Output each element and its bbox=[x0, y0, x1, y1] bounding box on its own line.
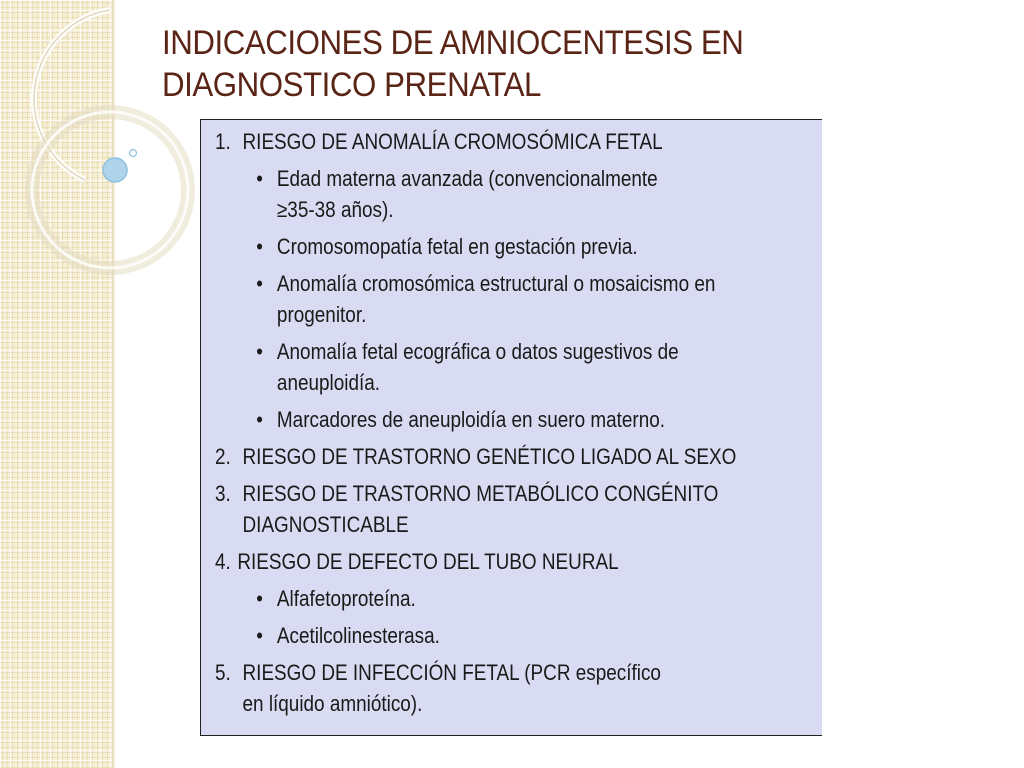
indications-box bbox=[200, 119, 822, 736]
band-edge bbox=[112, 0, 116, 768]
item-number: 2. bbox=[215, 444, 231, 469]
item-heading: RIESGO DE ANOMALÍA CROMOSÓMICA FETAL bbox=[242, 129, 663, 154]
bullet-text: Marcadores de aneuploidía en suero materno. bbox=[276, 407, 666, 432]
list-item bbox=[256, 336, 800, 398]
bullet-icon: • bbox=[256, 586, 263, 611]
bullet-text-cont: ≥35-38 años). bbox=[276, 197, 394, 222]
list-item bbox=[256, 620, 800, 651]
bullet-text: Anomalía fetal ecográfica o datos sugestivos de bbox=[276, 339, 679, 364]
item-heading: RIESGO DE TRASTORNO METABÓLICO CONGÉNITO bbox=[242, 481, 719, 506]
bullet-icon: • bbox=[256, 166, 263, 191]
decorative-left-band bbox=[0, 0, 112, 768]
bullet-text: Cromosomopatía fetal en gestación previa. bbox=[276, 234, 638, 259]
bullet-text-cont: aneuploidía. bbox=[276, 370, 381, 395]
indication-item bbox=[215, 441, 800, 472]
list-item bbox=[256, 583, 800, 614]
item-number: 3. bbox=[215, 481, 231, 506]
indication-item bbox=[215, 657, 800, 719]
item-heading-cont: en líquido amniótico). bbox=[242, 691, 423, 716]
item-number: 4. bbox=[215, 549, 231, 574]
indication-item bbox=[215, 478, 800, 540]
list-item bbox=[256, 163, 800, 225]
list-item bbox=[256, 231, 800, 262]
list-item bbox=[256, 404, 800, 435]
title-line-1: INDICACIONES DE AMNIOCENTESIS EN bbox=[162, 24, 744, 62]
item-number: 1. bbox=[215, 129, 231, 154]
indications-list bbox=[215, 126, 800, 725]
title-line-2: DIAGNOSTICO PRENATAL bbox=[162, 66, 541, 104]
bullet-icon: • bbox=[256, 271, 263, 296]
slide-title bbox=[162, 22, 916, 106]
bullet-text-cont: progenitor. bbox=[276, 302, 367, 327]
list-item bbox=[256, 268, 800, 330]
indication-item bbox=[215, 126, 800, 157]
bullet-list bbox=[215, 163, 800, 435]
bullet-icon: • bbox=[256, 407, 263, 432]
bullet-text: Acetilcolinesterasa. bbox=[276, 623, 440, 648]
small-dot-icon bbox=[130, 150, 137, 157]
bullet-icon: • bbox=[256, 623, 263, 648]
bullet-text: Anomalía cromosómica estructural o mosaicismo en bbox=[276, 271, 716, 296]
bullet-icon: • bbox=[256, 234, 263, 259]
item-heading-cont: DIAGNOSTICABLE bbox=[242, 512, 409, 537]
item-number: 5. bbox=[215, 660, 231, 685]
bullet-text: Alfafetoproteína. bbox=[276, 586, 416, 611]
bullet-list bbox=[215, 583, 800, 651]
bullet-icon: • bbox=[256, 339, 263, 364]
indication-item bbox=[215, 546, 800, 577]
item-heading: RIESGO DE DEFECTO DEL TUBO NEURAL bbox=[237, 549, 619, 574]
bullet-text: Edad materna avanzada (convencionalmente bbox=[276, 166, 658, 191]
item-heading: RIESGO DE INFECCIÓN FETAL (PCR específico bbox=[242, 660, 661, 685]
item-heading: RIESGO DE TRASTORNO GENÉTICO LIGADO AL SEXO bbox=[242, 444, 737, 469]
